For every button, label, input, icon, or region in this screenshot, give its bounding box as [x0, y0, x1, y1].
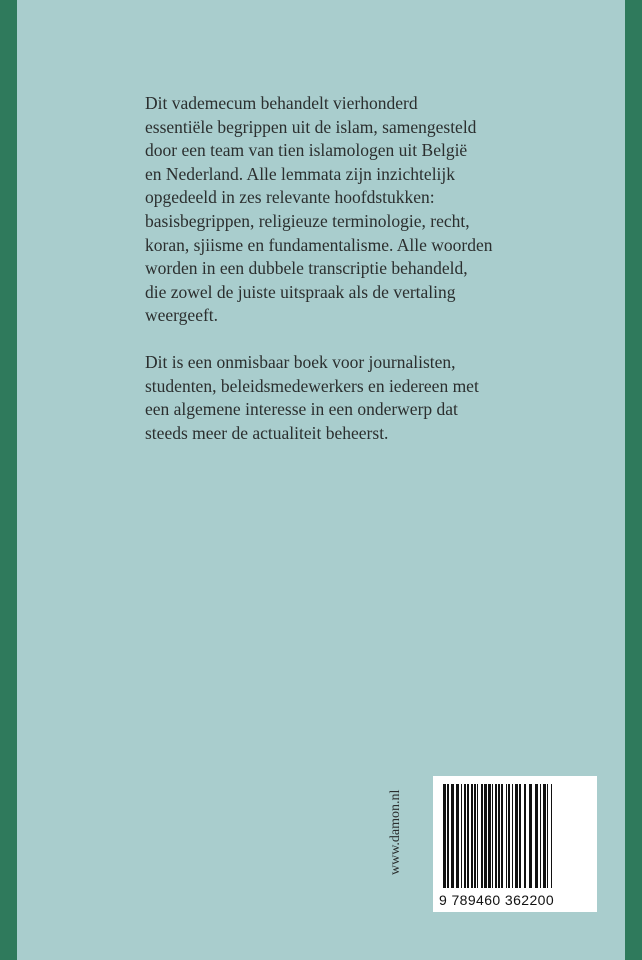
barcode-bar — [506, 784, 507, 888]
barcode-bar — [515, 784, 518, 888]
barcode-bars — [441, 784, 589, 888]
isbn-barcode — [433, 776, 597, 912]
isbn-digits: 9 789460 362200 — [439, 892, 554, 908]
barcode-bar — [524, 784, 526, 888]
barcode-bar — [495, 784, 497, 888]
barcode-bar — [551, 784, 552, 888]
barcode-bar — [547, 784, 548, 888]
barcode-bar — [461, 784, 462, 888]
barcode-bar — [535, 784, 538, 888]
barcode-bar — [540, 784, 541, 888]
barcode-bar — [488, 784, 491, 888]
barcode-bar — [492, 784, 493, 888]
barcode-bar — [464, 784, 466, 888]
barcode-bar — [508, 784, 510, 888]
blurb-text — [145, 92, 525, 445]
barcode-bar — [443, 784, 446, 888]
barcode-bar — [477, 784, 478, 888]
barcode-bar — [484, 784, 487, 888]
barcode-bar — [481, 784, 483, 888]
barcode-bar — [467, 784, 469, 888]
barcode-bar — [519, 784, 521, 888]
barcode-bar — [501, 784, 503, 888]
barcode-bar — [512, 784, 513, 888]
barcode-bar — [498, 784, 500, 888]
barcode-bar — [543, 784, 546, 888]
blurb-paragraph-1: Dit vademecum behandelt vierhonderd essentiële begrippen uit de islam, samengesteld door een team van tien islamologen uit België en Nederland. Alle lemmata zijn inzichtelijk opgedeeld in zes relevante hoofdstukken: basisbegrippen, religieuze terminologie, recht, koran, sjiisme en fundamentalisme. Alle woorden worden in een dubbele transcriptie behandeld, die zowel de juiste uitspraak als de vertaling weergeeft. — [145, 93, 493, 326]
publisher-url: www.damon.nl — [388, 789, 403, 875]
barcode-bar — [447, 784, 449, 888]
barcode-bar — [451, 784, 454, 888]
blurb-paragraph-2: Dit is een onmisbaar boek voor journalisten, studenten, beleidsmedewerkers en iedereen met een algemene interesse in een onderwerp dat steeds meer de actualiteit beheerst. — [145, 351, 479, 443]
barcode-bar — [474, 784, 476, 888]
barcode-bar — [456, 784, 459, 888]
barcode-bar — [471, 784, 473, 888]
barcode-bar — [529, 784, 532, 888]
